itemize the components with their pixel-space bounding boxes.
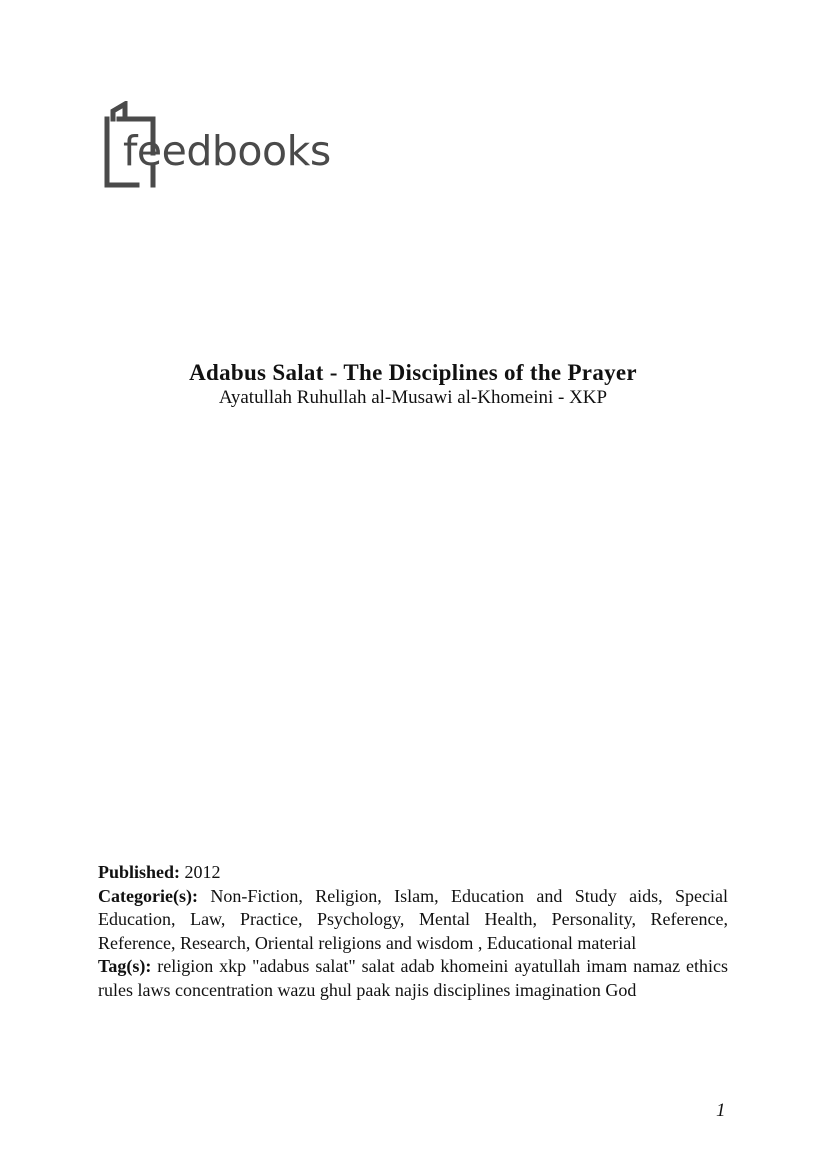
feedbooks-logo	[103, 101, 353, 191]
published-label: Published:	[98, 862, 181, 882]
published-line	[98, 861, 728, 885]
categories-value: Non-Fiction, Religion, Islam, Education and Study aids, Special Education, Law, Practice, Psychology, Mental Health, Personality, Reference, Reference, Research, Oriental religions and wisdom , Educational material	[98, 885, 729, 953]
categories-line	[98, 885, 728, 956]
page-number: 1	[716, 1100, 726, 1121]
categories-label: Categorie(s):	[98, 885, 198, 906]
title-block	[0, 359, 826, 409]
tags-label: Tag(s):	[98, 956, 152, 977]
published-value: 2012	[184, 862, 221, 882]
logo-text: feedbooks	[123, 127, 331, 175]
book-title: Adabus Salat - The Disciplines of the Prayer	[189, 360, 637, 385]
tags-value: religion xkp "adabus salat" salat adab khomeini ayatullah imam namaz ethics rules laws concentration wazu ghul paak najis disciplines imagination God	[98, 956, 728, 1000]
book-author: Ayatullah Ruhullah al-Musawi al-Khomeini - XKP	[218, 387, 608, 408]
book-metadata	[98, 861, 728, 1003]
tags-line	[98, 955, 728, 1002]
